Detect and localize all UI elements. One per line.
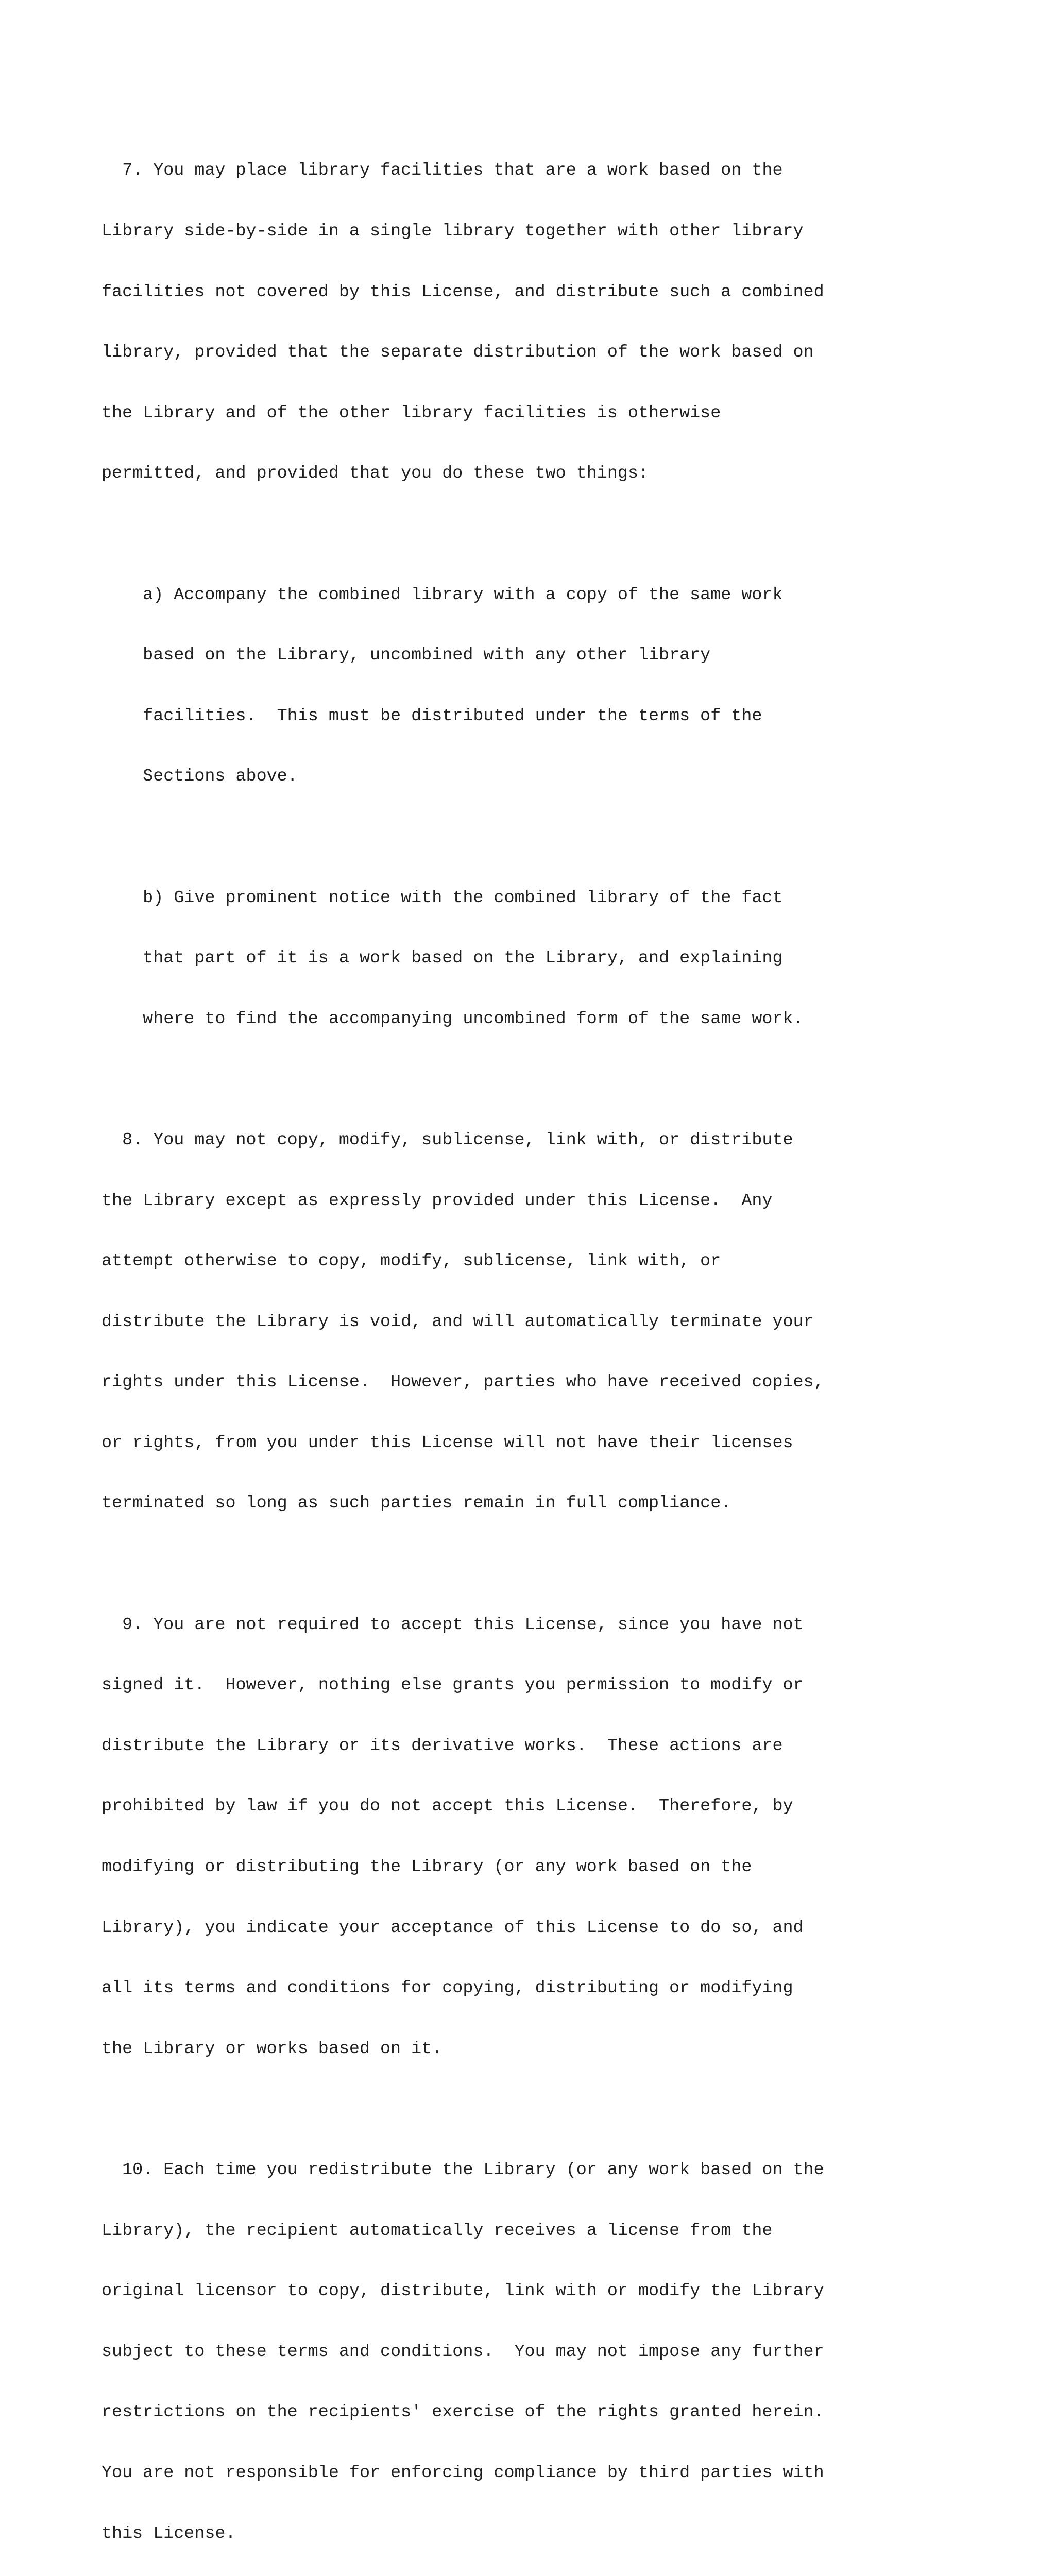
text-line: distribute the Library is void, and will automatically terminate your: [101, 1312, 814, 1332]
text-line: 8. You may not copy, modify, sublicense, link with, or distribute: [101, 1130, 793, 1150]
license-text: [101, 121, 824, 2576]
text-line: the Library or works based on it.: [101, 2039, 443, 2059]
text-line: that part of it is a work based on the Library, and explaining: [101, 948, 783, 969]
text-line: based on the Library, uncombined with any other library: [101, 646, 711, 666]
text-line: Sections above.: [101, 767, 298, 787]
text-line: library, provided that the separate distribution of the work based on: [101, 343, 814, 363]
text-line: Library), you indicate your acceptance of this License to do so, and: [101, 1918, 804, 1938]
text-line: the Library except as expressly provided under this License. Any: [101, 1191, 773, 1211]
blank-line: [101, 1554, 824, 1574]
text-line: 7. You may place library facilities that are a work based on the: [101, 161, 783, 181]
text-line: original licensor to copy, distribute, link with or modify the Library: [101, 2281, 824, 2301]
text-line: terminated so long as such parties remain in full compliance.: [101, 1494, 731, 1514]
text-line: attempt otherwise to copy, modify, sublicense, link with, or: [101, 1251, 721, 1272]
text-line: the Library and of the other library facilities is otherwise: [101, 403, 721, 423]
text-line: all its terms and conditions for copying, distributing or modifying: [101, 1978, 793, 1998]
text-line: Library side-by-side in a single library together with other library: [101, 222, 804, 241]
text-line: this License.: [101, 2523, 236, 2544]
text-line: b) Give prominent notice with the combined library of the fact: [101, 888, 783, 908]
text-line: restrictions on the recipients' exercise of the rights granted herein.: [101, 2402, 824, 2422]
text-line: facilities not covered by this License, and distribute such a combined: [101, 282, 824, 302]
text-line: or rights, from you under this License will not have their licenses: [101, 1433, 793, 1453]
text-line: subject to these terms and conditions. You may not impose any further: [101, 2342, 824, 2362]
text-line: You are not responsible for enforcing compliance by third parties with: [101, 2463, 824, 2483]
text-line: a) Accompany the combined library with a copy of the same work: [101, 585, 783, 605]
text-line: signed it. However, nothing else grants you permission to modify or: [101, 1675, 804, 1696]
text-line: where to find the accompanying uncombined form of the same work.: [101, 1009, 804, 1029]
blank-line: [101, 524, 824, 545]
text-line: prohibited by law if you do not accept this License. Therefore, by: [101, 1797, 793, 1817]
text-line: permitted, and provided that you do these two things:: [101, 464, 649, 484]
text-line: Library), the recipient automatically receives a license from the: [101, 2221, 773, 2241]
text-line: modifying or distributing the Library (or any work based on the: [101, 1857, 752, 1877]
text-line: rights under this License. However, parties who have received copies,: [101, 1372, 824, 1393]
text-line: 9. You are not required to accept this License, since you have not: [101, 1615, 804, 1635]
text-line: facilities. This must be distributed under the terms of the: [101, 706, 762, 726]
text-line: 10. Each time you redistribute the Library (or any work based on the: [101, 2160, 824, 2180]
blank-line: [101, 827, 824, 848]
blank-line: [101, 1070, 824, 1090]
blank-line: [101, 2099, 824, 2120]
text-line: distribute the Library or its derivative works. These actions are: [101, 1736, 783, 1756]
